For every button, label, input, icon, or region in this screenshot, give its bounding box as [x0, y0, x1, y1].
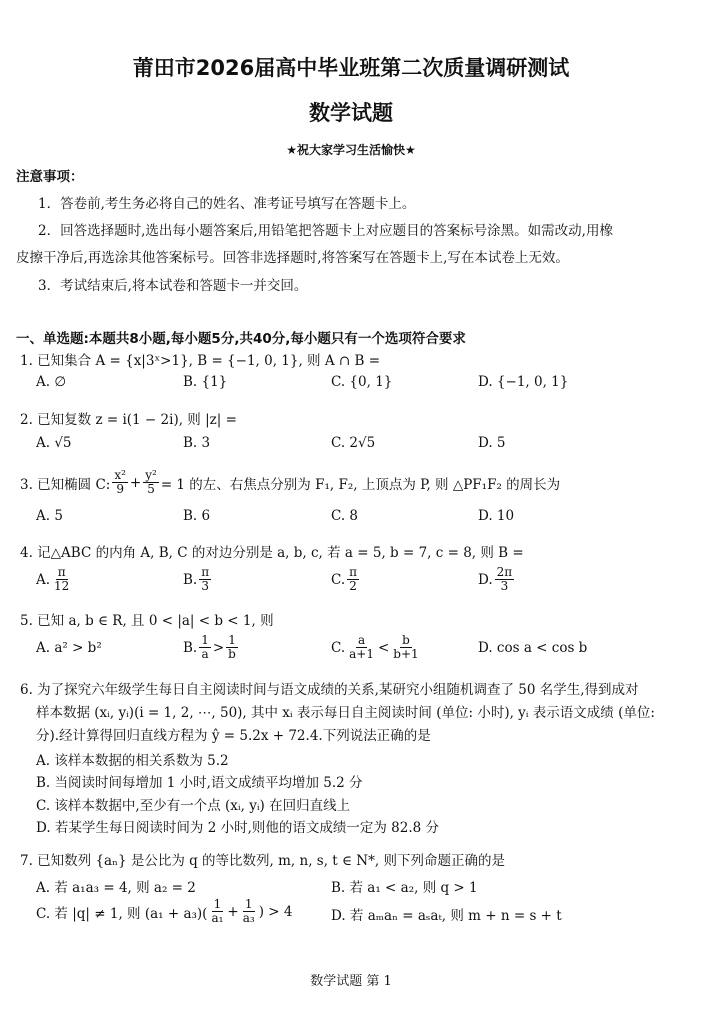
q3-frac-y-num: y² [145, 468, 157, 482]
q5-c-den1: a+1 [349, 647, 374, 661]
q2-option-c: C. 2√5 [331, 435, 376, 451]
q4-option-a [36, 566, 73, 593]
q3-frac-y-den: 5 [147, 482, 155, 496]
q6-stem-line-2: 样本数据 (xᵢ, yᵢ)(i = 1, 2, ⋯, 50), 其中 xᵢ 表示每日自主阅读时间 (单位: 小时), yᵢ 表示语文成绩 (单位: [36, 705, 655, 721]
q5-c-frac2 [391, 634, 420, 661]
q5-c-num1: a [357, 633, 366, 647]
q7-c-pre: C. 若 |q| ≠ 1, 则 (a₁ + a₃)( [36, 905, 208, 922]
q5-stem: 5. 已知 a, b ∈ R, 且 0 < |a| < b < 1, 则 [20, 613, 274, 629]
q3-plus: + [129, 474, 142, 491]
q4-b-num: π [201, 565, 210, 579]
q6-option-a: A. 该样本数据的相关系数为 5.2 [36, 753, 229, 769]
q5-b-frac1 [199, 634, 211, 661]
q3-option-a: A. 5 [36, 508, 63, 524]
q7-c-frac2 [241, 898, 257, 925]
q4-c-label: C. [331, 571, 346, 588]
q4-b-den: 3 [201, 579, 209, 593]
q2-option-d: D. 5 [478, 435, 506, 451]
q4-stem: 4. 记△ABC 的内角 A, B, C 的对边分别是 a, b, c, 若 a = 5, b = 7, c = 8, 则 B = [20, 545, 524, 561]
q1-option-a: A. ∅ [36, 374, 67, 390]
q7-c-plus: + [227, 903, 239, 920]
q4-b-frac [199, 566, 211, 593]
q5-b-frac2 [226, 634, 238, 661]
q7-c-num1: 1 [213, 897, 222, 911]
q5-c-frac1 [347, 634, 376, 661]
blessing-line: ★祝大家学习生活愉快★ [286, 143, 416, 157]
section1-heading: 一、单选题:本题共8小题,每小题5分,共40分,每小题只有一个选项符合要求 [16, 331, 466, 347]
q7-c-num2: 1 [244, 897, 253, 911]
q4-a-label: A. [36, 571, 51, 588]
q1-stem: 1. 已知集合 A = {x|3ˣ>1}, B = {−1, 0, 1}, 则 A ∩ B = [20, 353, 381, 369]
q4-option-b [183, 566, 213, 593]
q5-b-num1: 1 [201, 633, 209, 647]
q5-b-den2: b [228, 647, 236, 661]
q6-option-c: C. 该样本数据中,至少有一个点 (xᵢ, yᵢ) 在回归直线上 [36, 798, 351, 814]
q2-stem: 2. 已知复数 z = i(1 − 2i), 则 |z| = [20, 412, 237, 428]
q1-option-c: C. {0, 1} [331, 374, 393, 390]
q3-option-d: D. 10 [478, 508, 515, 524]
q3-option-b: B. 6 [183, 508, 211, 524]
q6-stem-line-1: 6. 为了探究六年级学生每日自主阅读时间与语文成绩的关系,某研究小组随机调查了 50 名学生,得到成对 [20, 682, 639, 698]
q4-d-frac [495, 566, 515, 593]
q5-c-den2: b+1 [393, 647, 419, 661]
q1-option-b: B. {1} [183, 374, 228, 390]
q4-c-num: π [349, 565, 358, 579]
q4-option-c [331, 566, 361, 593]
q7-stem: 7. 已知数列 {aₙ} 是公比为 q 的等比数列, m, n, s, t ∈ N*, 则下列命题正确的是 [20, 853, 505, 869]
page-footer: 数学试题 第 1 [310, 974, 392, 989]
q1-option-d: D. {−1, 0, 1} [478, 374, 569, 390]
q4-d-num: 2π [496, 565, 513, 579]
q5-c-num2: b [402, 633, 410, 647]
q4-a-den: 12 [54, 579, 70, 593]
q3-frac-x [112, 469, 128, 496]
q7-c-den2: a₃ [242, 911, 255, 925]
q4-d-den: 3 [500, 579, 509, 593]
q5-b-den1: a [201, 647, 209, 661]
q5-option-a: A. a² > b² [36, 640, 102, 656]
q6-option-d: D. 若某学生每日阅读时间为 2 小时,则他的语文成绩一定为 82.8 分 [36, 820, 440, 836]
q5-c-lt: < [377, 639, 390, 656]
exam-title: 莆田市2026届高中毕业班第二次质量调研测试 [132, 56, 570, 80]
q4-a-num: π [57, 565, 66, 579]
q3-frac-x-den: 9 [116, 482, 124, 496]
q5-b-gt: > [212, 639, 225, 656]
notice-item-1: 1．答卷前,考生务必将自己的姓名、准考证号填写在答题卡上。 [38, 196, 416, 212]
exam-subtitle: 数学试题 [309, 101, 393, 125]
q7-option-b: B. 若 a₁ < a₂, 则 q > 1 [331, 880, 478, 896]
q7-c-den1: a₁ [211, 911, 224, 925]
notice-item-2: 2．回答选择题时,选出每小题答案后,用铅笔把答题卡上对应题目的答案标号涂黑。如需改动,用橡 [38, 223, 613, 239]
q3-stem-post: = 1 的左、右焦点分别为 F₁, F₂, 上顶点为 P, 则 △PF₁F₂ 的周长为 [160, 476, 561, 493]
q2-option-a: A. √5 [36, 435, 72, 451]
q5-option-c [331, 634, 423, 661]
q4-option-d [478, 566, 516, 593]
q5-b-num2: 1 [228, 633, 236, 647]
q5-c-label: C. [331, 639, 346, 656]
q4-a-frac [52, 566, 71, 593]
notice-item-2-cont: 皮擦干净后,再选涂其他答案标号。回答非选择题时,将答案写在答题卡上,写在本试卷上无效。 [16, 250, 569, 266]
q4-c-den: 2 [349, 579, 357, 593]
q4-d-label: D. [478, 571, 493, 588]
notice-item-3: 3．考试结束后,将本试卷和答题卡一并交回。 [38, 278, 308, 294]
q7-option-a: A. 若 a₁a₃ = 4, 则 a₂ = 2 [36, 880, 196, 896]
q6-option-b: B. 当阅读时间每增加 1 小时,语文成绩平均增加 5.2 分 [36, 775, 363, 791]
notice-label: 注意事项： [16, 169, 84, 185]
q5-option-d: D. cos a < cos b [478, 640, 588, 656]
q3-option-c: C. 8 [331, 508, 359, 524]
q4-c-frac [347, 566, 359, 593]
q3-frac-y [143, 469, 159, 496]
q7-option-c [36, 898, 292, 925]
q7-option-d: D. 若 aₘaₙ = aₛaₜ, 则 m + n = s + t [331, 908, 562, 924]
q4-b-label: B. [183, 571, 198, 588]
q3-stem [20, 469, 560, 496]
q6-stem-line-3: 分).经计算得回归直线方程为 ŷ = 5.2x + 72.4.下列说法正确的是 [36, 728, 431, 744]
q3-frac-x-num: x² [114, 468, 126, 482]
q3-stem-pre: 3. 已知椭圆 C: [20, 476, 111, 493]
q5-b-label: B. [183, 639, 198, 656]
q5-option-b [183, 634, 240, 661]
q7-c-post: ) > 4 [258, 903, 293, 920]
q2-option-b: B. 3 [183, 435, 211, 451]
q7-c-frac1 [209, 898, 225, 925]
